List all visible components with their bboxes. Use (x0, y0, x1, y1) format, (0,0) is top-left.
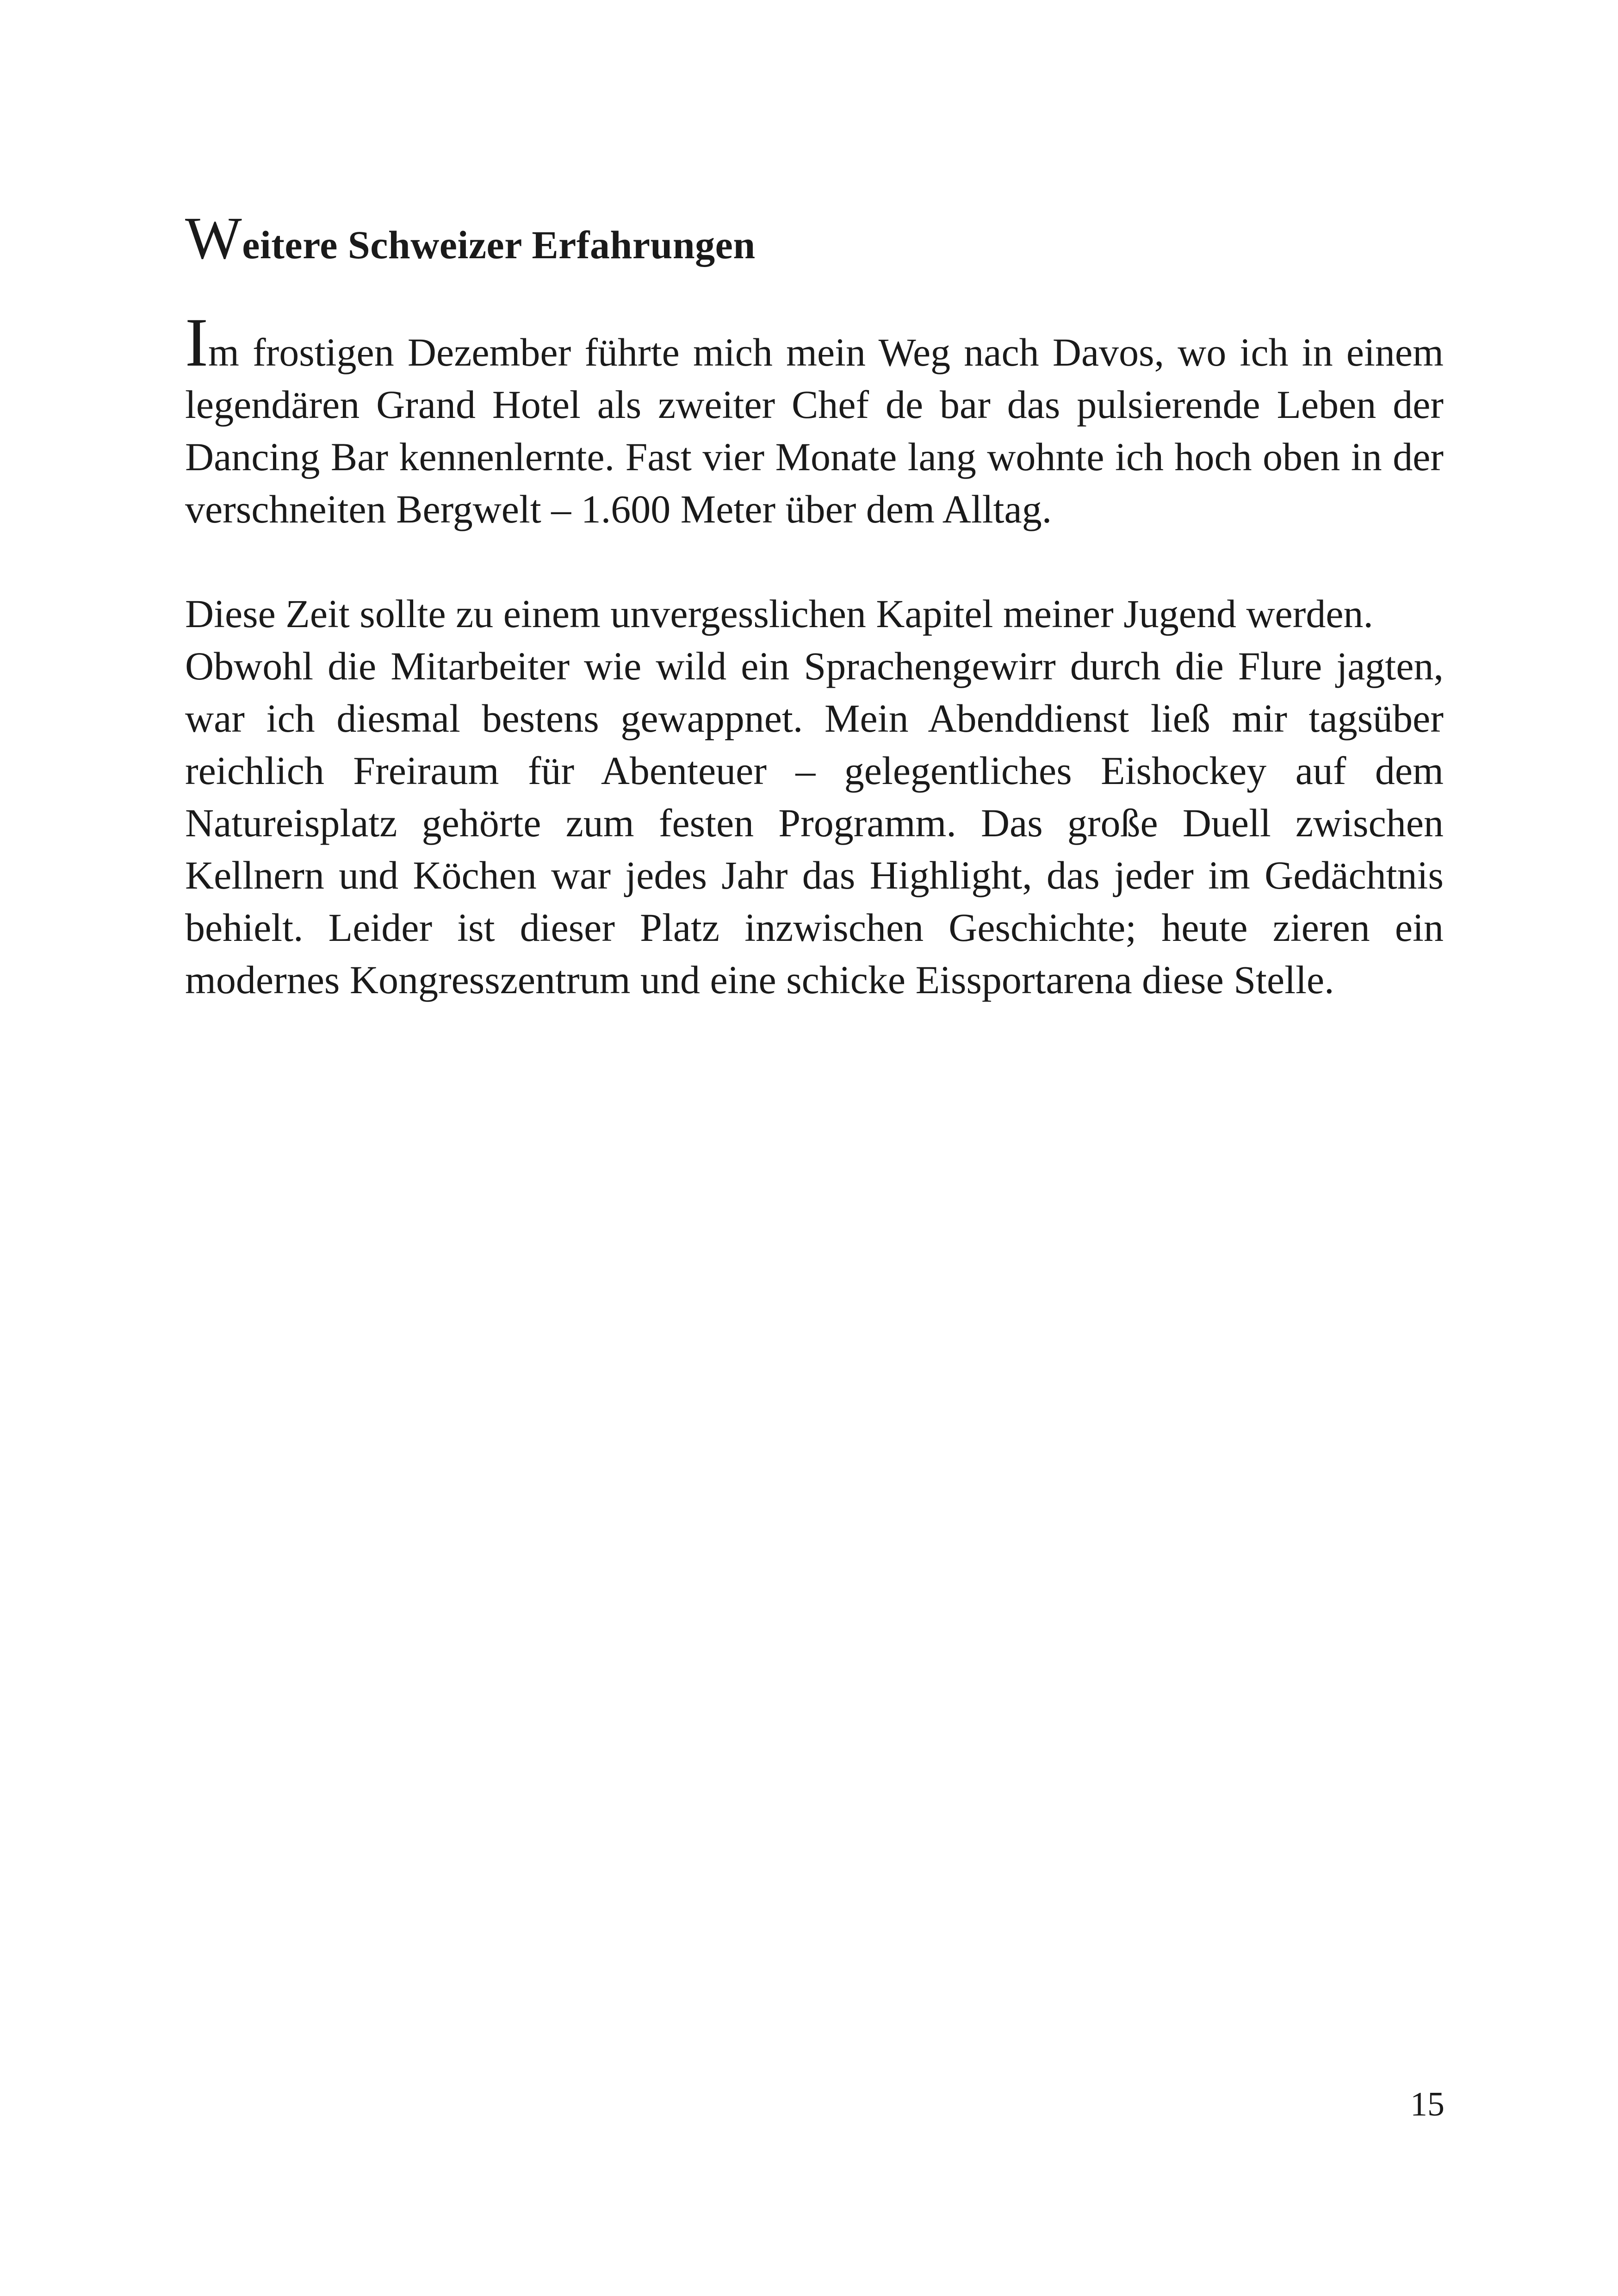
body-text (185, 304, 1444, 1006)
heading-initial: W (185, 205, 242, 272)
paragraph-experiences: Obwohl die Mitarbeiter wie wild ein Sprachengewirr durch die Flure jagten, war ich diesmal bestens gewappnet. Mein Abenddienst ließ mir tagsüber reichlich Freiraum für Abenteuer – gelegentliches Eishockey auf dem Natureisplatz gehörte zum festen Programm. Das große Duell zwischen Kellnern und Köchen war jedes Jahr das Highlight, das jeder im Gedächtnis behielt. Leider ist dieser Platz inzwischen Geschichte; heute zieren ein modernes Kongresszentrum und eine schicke Eissportarena diese Stelle. (185, 644, 1444, 1002)
paragraph-intro (185, 304, 1444, 535)
chapter-heading (185, 205, 1434, 272)
heading-text: eitere Schweizer Erfahrungen (242, 223, 756, 267)
paragraph-initial: I (185, 304, 208, 381)
paragraph-intro-text: m frostigen Dezember führte mich mein Weg nach Davos, wo ich in einem legendären Grand Hotel als zweiter Chef de bar das pulsierende Leben der Dancing Bar kennenlernte. Fast vier Monate lang wohnte ich hoch oben in der verschneiten Bergwelt – 1.600 Meter über dem Alltag. (185, 330, 1444, 531)
paragraph-youth: Diese Zeit sollte zu einem unvergesslichen Kapitel meiner Jugend werden. (185, 591, 1374, 636)
page-number: 15 (1410, 2085, 1444, 2123)
